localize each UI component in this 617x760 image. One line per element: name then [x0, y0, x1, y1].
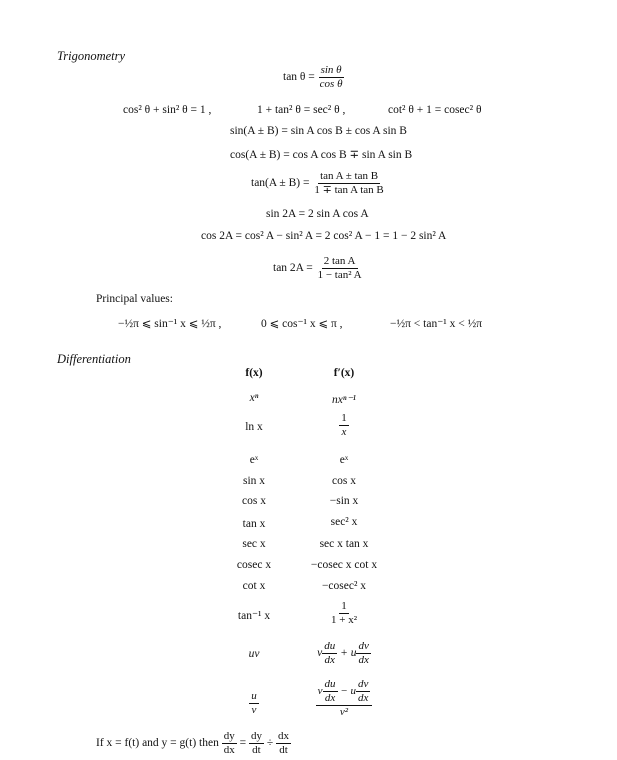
division-sign: ÷ [266, 737, 274, 750]
tan-def-numerator: sin θ [320, 64, 342, 76]
parametric-rule-text: If x = f(t) and y = g(t) then [96, 737, 219, 750]
principal-values-label: Principal values: [96, 293, 173, 305]
product-rule [304, 640, 384, 667]
table-row-fprime [304, 412, 384, 439]
table-row-f: cosec x [236, 559, 272, 571]
tan-definition [283, 64, 345, 91]
table-row-f: cot x [242, 580, 266, 592]
quotient-rule-minus-u: − u [340, 685, 356, 698]
tan-sum-formula [251, 170, 386, 197]
du-dx [323, 678, 338, 705]
tan-def-denominator: cos θ [319, 78, 343, 90]
dy-dt [249, 730, 264, 757]
table-row-f: ln x [245, 421, 263, 433]
trigonometry-heading: Trigonometry [57, 49, 126, 63]
table-row-fprime: sec x tan x [319, 538, 369, 550]
fraction-denominator: x [341, 426, 347, 438]
tan-def-lhs: tan θ = [283, 71, 315, 84]
quotient-rule-denominator: v² [339, 706, 349, 718]
table-row-f: sin x [242, 475, 266, 487]
dx-denominator: dx [358, 654, 369, 666]
table-row-fprime: −cosec² x [321, 580, 367, 592]
fraction-numerator: 1 [341, 412, 347, 424]
pythagorean-identity-2: 1 + tan² θ = sec² θ , [257, 104, 346, 116]
fraction-denominator: 1 + x² [330, 614, 357, 626]
tan-double-angle [273, 255, 364, 282]
dv-dx [356, 640, 370, 667]
fraction-arctan-derivative [329, 600, 359, 627]
table-row-fprime [304, 600, 384, 627]
table-row-f: tan x [242, 518, 266, 530]
cos-double-angle: cos 2A = cos² A − sin² A = 2 cos² A − 1 = 1 − 2 sin² A [201, 230, 447, 242]
tan-double-numerator: 2 tan A [323, 255, 356, 267]
principal-value-arctan: −½π < tan⁻¹ x < ½π [390, 318, 483, 330]
pythagorean-identity-3: cot² θ + 1 = cosec² θ [388, 104, 482, 116]
tan-sum-lhs: tan(A ± B) = [251, 177, 310, 190]
fraction-denominator: v [251, 704, 257, 716]
fraction-numerator: u [251, 690, 257, 702]
tan-double-denominator: 1 − tan² A [317, 269, 362, 281]
dx-denominator: dx [324, 654, 335, 666]
table-row-fprime: −sin x [329, 495, 359, 507]
dv-dx [356, 678, 370, 705]
table-row-f: cos x [242, 495, 266, 507]
tan-double-fraction [316, 255, 364, 282]
table-row-f: xⁿ [249, 392, 259, 404]
dx-numerator: dx [278, 730, 290, 742]
fraction-numerator: 1 [341, 600, 347, 612]
dt-denominator: dt [279, 744, 288, 756]
dx-denominator: dx [357, 692, 369, 704]
tan-def-fraction [318, 64, 345, 91]
column-header-fprime: f′(x) [333, 367, 355, 379]
tan-sum-numerator: tan A ± tan B [320, 170, 379, 182]
principal-value-arccos: 0 ⩽ cos⁻¹ x ⩽ π , [261, 318, 343, 330]
product-rule-v: v [317, 647, 323, 660]
column-header-f: f(x) [245, 367, 263, 379]
dx-denominator: dx [223, 744, 235, 756]
table-row-f: sec x [242, 538, 266, 550]
dt-denominator: dt [252, 744, 261, 756]
du-numerator: du [324, 640, 336, 652]
principal-value-arcsin: −½π ⩽ sin⁻¹ x ⩽ ½π , [118, 318, 222, 330]
dx-denominator: dx [324, 692, 336, 704]
du-numerator: du [324, 678, 336, 690]
sin-sum-formula: sin(A ± B) = sin A cos B ± cos A sin B [230, 125, 407, 137]
dy-dx [222, 730, 237, 757]
table-row-fprime: −cosec x cot x [310, 559, 378, 571]
tan-sum-denominator: 1 ∓ tan A tan B [314, 184, 384, 196]
quotient-rule-fraction [316, 678, 373, 719]
table-row-f [214, 690, 294, 717]
product-rule-plus-u: + u [340, 647, 357, 660]
dv-numerator: dv [357, 678, 369, 690]
dx-dt [276, 730, 291, 757]
tan-sum-fraction [312, 170, 385, 197]
table-row-fprime: nxⁿ⁻¹ [332, 394, 356, 406]
table-row-fprime: cos x [332, 475, 356, 487]
table-row-fprime: eˣ [339, 454, 349, 466]
table-row-f: uv [248, 648, 260, 660]
dv-numerator: dv [358, 640, 369, 652]
table-row-fprime: sec² x [330, 516, 358, 528]
quotient-rule-v: v [317, 685, 323, 698]
fraction-one-over-x [339, 412, 349, 439]
quotient-rule [304, 678, 384, 719]
parametric-rule [96, 730, 291, 757]
fraction-u-over-v [249, 690, 259, 717]
du-dx [322, 640, 337, 667]
table-row-f: eˣ [249, 454, 259, 466]
table-row-f: tan⁻¹ x [237, 610, 271, 622]
dy-numerator: dy [223, 730, 235, 742]
quotient-rule-numerator [316, 678, 373, 706]
pythagorean-identity-1: cos² θ + sin² θ = 1 , [123, 104, 212, 116]
tan-double-lhs: tan 2A = [273, 262, 313, 275]
equals-sign: = [239, 737, 247, 750]
differentiation-heading: Differentiation [57, 352, 131, 366]
dy-numerator: dy [250, 730, 262, 742]
cos-sum-formula: cos(A ± B) = cos A cos B ∓ sin A sin B [230, 149, 413, 161]
sin-double-angle: sin 2A = 2 sin A cos A [266, 208, 369, 220]
